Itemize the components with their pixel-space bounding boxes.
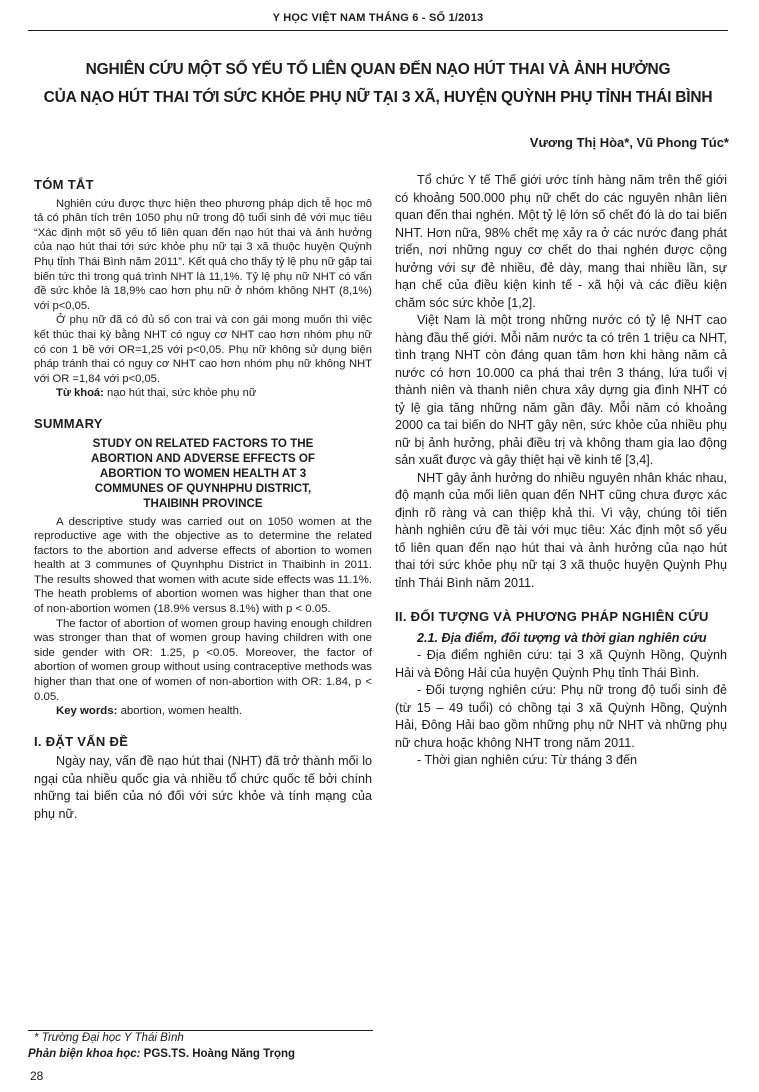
intro-body-left <box>34 753 372 823</box>
intro-paragraph: Việt Nam là một trong những nước có tỷ lệ NHT cao hàng đầu thế giới. Mỗi năm nước ta có trên 1 triệu ca NHT, tình trạng NHT còn đáng quan tâm hơn khi hàng năm cả nước có hơn 10.000 ca phá thai trên 3 tháng, lứa tuổi vị thành niên và thanh niên chưa xây dựng gia đình NHT có tỷ lệ gia tăng những năm gần đây. Mỗi năm có khoảng 2000 ca tai biến do NHT gây nên, sức khỏe của nhiều phụ nữ bị ảnh hưởng, phải điều trị và không tham gia lao động sản xuất được và gây thiệt hại về kinh tế [3,4]. <box>395 313 727 467</box>
summary-heading: SUMMARY <box>34 415 103 431</box>
methods-subheading: 2.1. Địa điểm, đối tượng và thời gian nghiên cứu <box>417 630 707 645</box>
right-column <box>395 172 727 770</box>
keywords-text: abortion, women health. <box>117 705 243 718</box>
article-title <box>28 56 728 112</box>
header-rule <box>28 30 728 31</box>
summary-title <box>34 436 372 511</box>
reviewer-label: Phản biện khoa học: <box>28 1048 141 1060</box>
title-line-1: NGHIÊN CỨU MỘT SỐ YẾU TỐ LIÊN QUAN ĐẾN NẠO HÚT THAI VÀ ẢNH HƯỞNG <box>85 61 671 78</box>
left-column <box>34 172 372 823</box>
summary-title-line: STUDY ON RELATED FACTORS TO THE <box>92 436 314 450</box>
summary-title-line: THAIBINH PROVINCE <box>143 496 263 510</box>
intro-heading: I. ĐẶT VẤN ĐỀ <box>34 733 129 749</box>
methods-paragraph: - Địa điểm nghiên cứu: tại 3 xã Quỳnh Hồng, Quỳnh Hải và Đông Hải của huyện Quỳnh Phụ tỉnh Thái Bình. <box>395 648 727 680</box>
abstract-vi-heading: TÓM TẮT <box>34 177 94 192</box>
reviewer-name: PGS.TS. Hoàng Năng Trọng <box>140 1048 296 1060</box>
author-list: Vương Thị Hòa*, Vũ Phong Túc* <box>529 135 729 150</box>
summary-keywords <box>34 704 372 719</box>
footnote-rule <box>28 1030 373 1031</box>
keywords-text: nạo hút thai, sức khỏe phụ nữ <box>103 387 257 400</box>
summary-title-line: COMMUNES OF QUYNHPHU DISTRICT, <box>94 481 312 495</box>
intro-paragraph: NHT gây ảnh hưởng do nhiều nguyên nhân khác nhau, độ mạnh của mối liên quan đến NHT cũng chưa được xác định rõ ràng và can thiệp khả thi. Vì vậy, chúng tôi tiến hành nghiên cứu đề tài với mục tiêu: Xác định một số yếu tố liên quan đến nạo hút thai và ảnh hưởng của nạo hút thai tới sức khỏe phụ nữ tại 3 xã thuộc huyện Quỳnh Phụ tỉnh Thái Bình năm 2011. <box>395 470 727 590</box>
summary-title-line: ABORTION TO WOMEN HEALTH AT 3 <box>99 466 307 480</box>
methods-heading: II. ĐỐI TƯỢNG VÀ PHƯƠNG PHÁP NGHIÊN CỨU <box>395 609 709 624</box>
page-number: 28 <box>30 1069 44 1083</box>
title-line-2: CỦA NẠO HÚT THAI TỚI SỨC KHỎE PHỤ NỮ TẠI 3 XÃ, HUYỆN QUỲNH PHỤ TỈNH THÁI BÌNH <box>43 89 713 106</box>
journal-header: Y HỌC VIỆT NAM THÁNG 6 - SỐ 1/2013 <box>272 12 484 24</box>
keywords-label: Key words: <box>56 705 118 718</box>
abstract-vi-keywords <box>34 386 372 401</box>
abstract-vi-paragraph: Ở phụ nữ đã có đủ số con trai và con gái mong muốn thì việc kết thúc thai kỳ bằng NHT có nguy cơ NHT cao hơn nhóm phụ nữ có con 1 bề với OR=1,25 với p<0,05. Phụ nữ không sử dụng biện pháp tránh thai có nguy cơ NHT cao hơn nhóm phụ nữ không NHT với OR =1,84 với p<0,05. <box>34 314 372 385</box>
reviewer-footnote <box>28 1048 295 1060</box>
abstract-vi-body <box>34 197 372 401</box>
summary-paragraph: The factor of abortion of women group having enough children was stronger than that of women group having children with one side gender with OR: 1.25, p <0.05. Moreover, the factor of abortion of women group without using contraceptive methods was higher than that one of women of non-abortion with OR: 1.84, p < 0.05. <box>34 617 372 703</box>
intro-paragraph: Ngày nay, vấn đề nạo hút thai (NHT) đã trở thành mối lo ngại của nhiều quốc gia và nhiều tổ chức quốc tế bởi chính những tai biến của nó đối với sức khỏe và tính mạng của phụ nữ. <box>34 754 372 821</box>
summary-title-line: ABORTION AND ADVERSE EFFECTS OF <box>91 451 315 465</box>
affiliation-footnote: * Trường Đại học Y Thái Bình <box>34 1032 184 1044</box>
intro-paragraph: Tổ chức Y tế Thế giới ước tính hàng năm trên thế giới có khoảng 500.000 phụ nữ chết do các nguyên nhân liên quan đến thai nghén. Một tỷ lệ lớn số chết đó là do tai biến NHT. Hơn nữa, 98% chết mẹ xảy ra ở các nước đang phát triển, nơi những nguy cơ chết do thai nghén được cộng hưởng với sự đẻ nhiều, đẻ dày, mang thai nhiều lần, sự hạn chế của điều kiện kinh tế - xã hội và các điều kiện chăm sóc sức khỏe [1,2]. <box>395 173 727 310</box>
methods-paragraph: - Thời gian nghiên cứu: Từ tháng 3 đến <box>417 753 637 767</box>
keywords-label: Từ khoá: <box>56 387 104 400</box>
methods-paragraph: - Đối tượng nghiên cứu: Phụ nữ trong độ tuổi sinh đẻ (từ 15 – 49 tuổi) có chồng tại 3 xã Quỳnh Hồng, Quỳnh Hải, Đông Hải bao gồm những phụ nữ NHT và những phụ nữ chưa hoặc không NHT trong năm 2011. <box>395 683 727 750</box>
summary-paragraph: A descriptive study was carried out on 1050 women at the reproductive age with the objective as to determine the related factors to the abortion and adverse effects of abortion to women health at 3 communes of Quynhphu District in Thaibinh in 2011. The results showed that women with acute side effects was 11.1%. The heath problems of abortion women was higher than that one of non-abortion women (18.9% versus 8.1%) with p < 0.05. <box>34 515 372 616</box>
abstract-vi-paragraph: Nghiên cứu được thực hiện theo phương pháp dịch tễ học mô tả có phân tích trên 1050 phụ nữ trong độ tuổi sinh đẻ với mục tiêu “Xác định một số yếu tố liên quan đến nạo hút thai và ảnh hưởng của nạo hút thai tới sức khỏe phụ nữ tại 3 xã thuộc huyện Quỳnh Phụ tỉnh Thái Bình năm 2011”. Kết quả cho thấy tỷ lệ phụ nữ gặp tai biến tức thì trong quá trình NHT là 11,1%. Tỷ lệ phụ nữ NHT có vấn đề sức khỏe là 18,9% cao hơn phụ nữ ở nhóm không NHT (8,1%) với p<0,05. <box>34 197 372 312</box>
